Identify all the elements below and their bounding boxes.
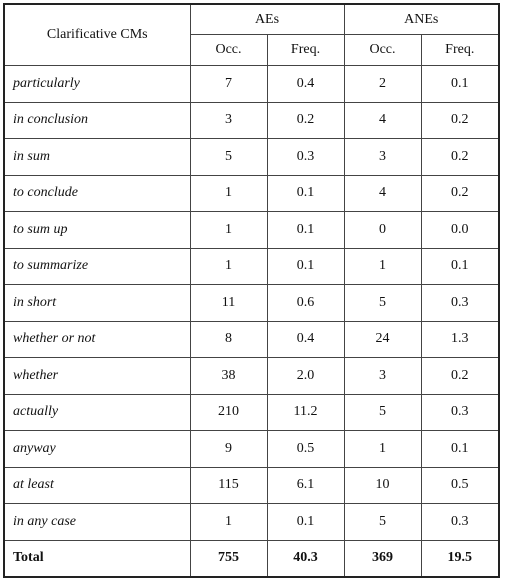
table-row (4, 139, 499, 176)
aes-occ-cell: 210 (190, 394, 267, 431)
aes-occ-cell: 1 (190, 248, 267, 285)
aes-freq-cell: 6.1 (267, 467, 344, 504)
aes-occ-cell: 38 (190, 358, 267, 395)
cm-cell: actually (4, 394, 190, 431)
anes-freq-cell: 0.1 (421, 66, 499, 103)
anes-freq-cell: 1.3 (421, 321, 499, 358)
anes-occ-cell: 0 (344, 212, 421, 249)
anes-occ-cell: 4 (344, 175, 421, 212)
aes-freq-cell: 0.2 (267, 102, 344, 139)
subheader-aes-freq: Freq. (267, 35, 344, 66)
anes-freq-cell: 0.2 (421, 175, 499, 212)
cm-cell: whether or not (4, 321, 190, 358)
aes-freq-cell: 0.1 (267, 175, 344, 212)
anes-occ-cell: 10 (344, 467, 421, 504)
anes-freq-cell: 0.1 (421, 431, 499, 468)
aes-occ-cell: 3 (190, 102, 267, 139)
anes-freq-cell: 0.3 (421, 394, 499, 431)
clarificative-cms-table (3, 3, 500, 578)
aes-freq-cell: 0.6 (267, 285, 344, 322)
subheader-aes-occ: Occ. (190, 35, 267, 66)
total-label: Total (4, 540, 190, 577)
table-row (4, 321, 499, 358)
anes-freq-cell: 0.5 (421, 467, 499, 504)
table-row (4, 431, 499, 468)
subheader-anes-occ: Occ. (344, 35, 421, 66)
anes-freq-cell: 0.3 (421, 504, 499, 541)
anes-occ-cell: 5 (344, 504, 421, 541)
cm-cell: to conclude (4, 175, 190, 212)
anes-occ-cell: 2 (344, 66, 421, 103)
aes-freq-cell: 2.0 (267, 358, 344, 395)
table-row (4, 285, 499, 322)
aes-occ-cell: 5 (190, 139, 267, 176)
anes-occ-cell: 3 (344, 358, 421, 395)
total-aes-occ-cell: 755 (190, 540, 267, 577)
table-row (4, 394, 499, 431)
header-row-groups (4, 4, 499, 35)
anes-occ-cell: 5 (344, 285, 421, 322)
total-anes-occ-cell: 369 (344, 540, 421, 577)
aes-occ-cell: 1 (190, 504, 267, 541)
aes-freq-cell: 0.5 (267, 431, 344, 468)
table-row (4, 102, 499, 139)
table-row (4, 467, 499, 504)
cm-cell: at least (4, 467, 190, 504)
aes-occ-cell: 8 (190, 321, 267, 358)
aes-freq-cell: 0.1 (267, 504, 344, 541)
table-row (4, 175, 499, 212)
table-row (4, 212, 499, 249)
aes-occ-cell: 11 (190, 285, 267, 322)
aes-occ-cell: 7 (190, 66, 267, 103)
anes-occ-cell: 5 (344, 394, 421, 431)
anes-freq-cell: 0.1 (421, 248, 499, 285)
cm-cell: in short (4, 285, 190, 322)
aes-occ-cell: 115 (190, 467, 267, 504)
total-aes-freq-cell: 40.3 (267, 540, 344, 577)
cm-cell: in sum (4, 139, 190, 176)
aes-freq-cell: 11.2 (267, 394, 344, 431)
anes-freq-cell: 0.2 (421, 139, 499, 176)
aes-freq-cell: 0.4 (267, 66, 344, 103)
anes-freq-cell: 0.2 (421, 102, 499, 139)
aes-occ-cell: 1 (190, 212, 267, 249)
aes-freq-cell: 0.1 (267, 248, 344, 285)
anes-freq-cell: 0.2 (421, 358, 499, 395)
aes-freq-cell: 0.4 (267, 321, 344, 358)
cm-cell: in any case (4, 504, 190, 541)
aes-freq-cell: 0.1 (267, 212, 344, 249)
group-header-anes: ANEs (344, 4, 499, 35)
table-row (4, 248, 499, 285)
cm-cell: anyway (4, 431, 190, 468)
cm-cell: whether (4, 358, 190, 395)
anes-occ-cell: 1 (344, 248, 421, 285)
table-row (4, 504, 499, 541)
anes-freq-cell: 0.0 (421, 212, 499, 249)
cm-cell: to summarize (4, 248, 190, 285)
aes-freq-cell: 0.3 (267, 139, 344, 176)
cm-cell: to sum up (4, 212, 190, 249)
total-anes-freq-cell: 19.5 (421, 540, 499, 577)
anes-occ-cell: 3 (344, 139, 421, 176)
total-row (4, 540, 499, 577)
table-row (4, 66, 499, 103)
cm-cell: in conclusion (4, 102, 190, 139)
group-header-aes: AEs (190, 4, 344, 35)
aes-occ-cell: 9 (190, 431, 267, 468)
anes-occ-cell: 4 (344, 102, 421, 139)
aes-occ-cell: 1 (190, 175, 267, 212)
subheader-anes-freq: Freq. (421, 35, 499, 66)
cm-cell: particularly (4, 66, 190, 103)
anes-freq-cell: 0.3 (421, 285, 499, 322)
anes-occ-cell: 24 (344, 321, 421, 358)
table-row (4, 358, 499, 395)
anes-occ-cell: 1 (344, 431, 421, 468)
row-label-header: Clarificative CMs (4, 4, 190, 66)
